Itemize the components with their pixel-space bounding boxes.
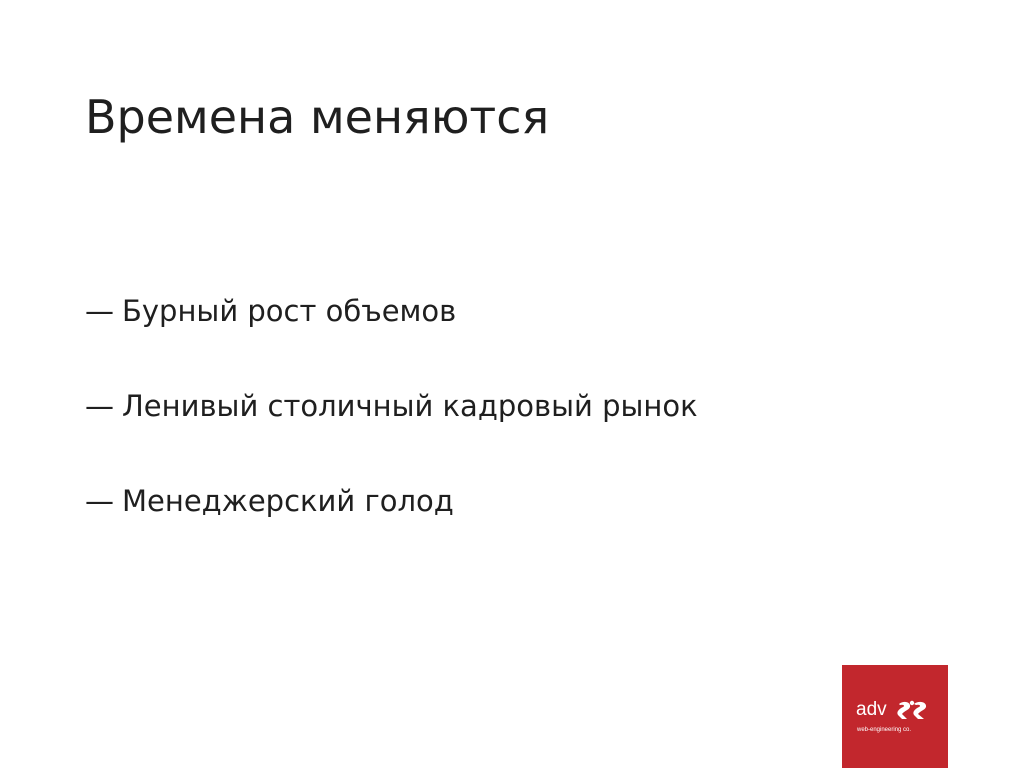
logo-mark <box>856 699 929 721</box>
bullet-dash: — <box>85 484 114 518</box>
slide-title: Времена меняются <box>85 90 550 144</box>
stylized-figures-icon <box>895 699 929 721</box>
bullet-text: Бурный рост объемов <box>122 294 457 328</box>
bullet-item <box>85 478 698 524</box>
bullet-text: Менеджерский голод <box>122 484 454 518</box>
logo-wordmark: adv <box>856 699 887 720</box>
bullet-dash: — <box>85 389 114 423</box>
company-logo <box>842 665 948 768</box>
bullet-dash: — <box>85 294 114 328</box>
bullet-item <box>85 383 698 429</box>
bullet-text: Ленивый столичный кадровый рынок <box>122 389 698 423</box>
logo-tagline: web-engineering co. <box>857 727 912 733</box>
bullet-item <box>85 288 698 334</box>
bullet-list <box>85 288 698 573</box>
